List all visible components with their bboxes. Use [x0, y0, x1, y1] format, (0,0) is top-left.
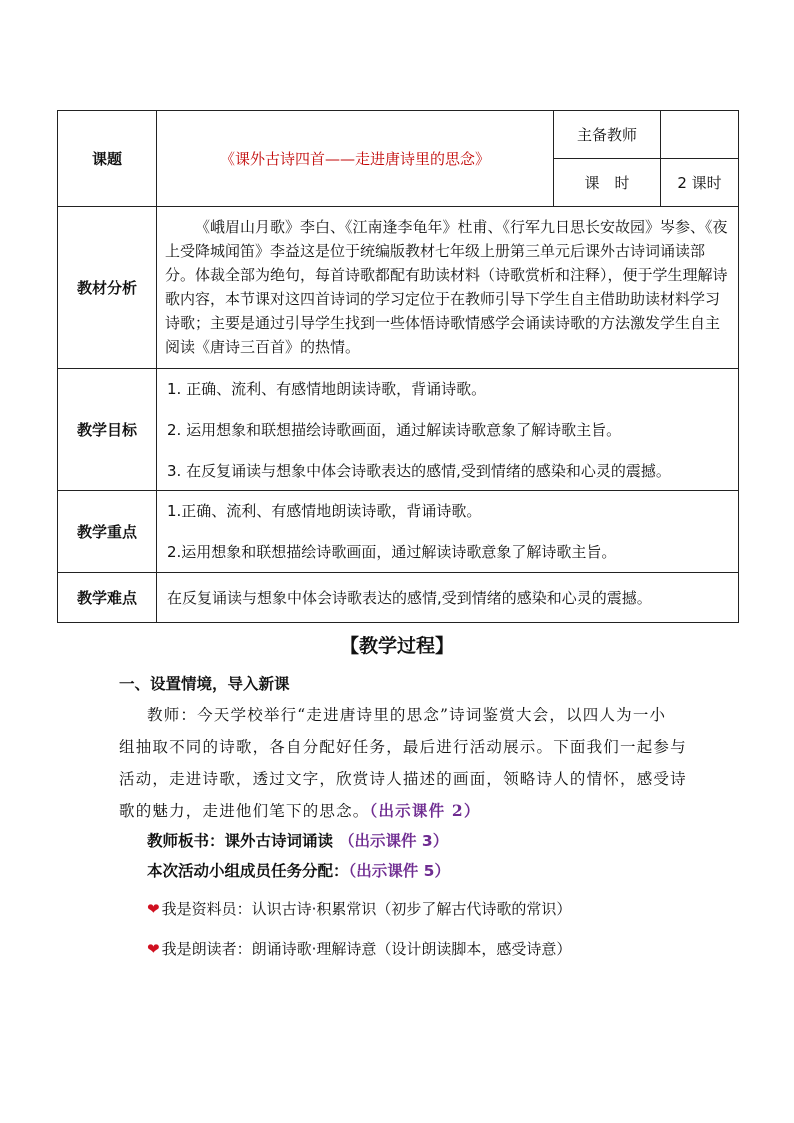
task-label: 本次活动小组成员任务分配： [147, 862, 349, 880]
role-item [147, 938, 571, 959]
material-label: 教材分析 [58, 207, 157, 369]
task-line [147, 859, 450, 881]
topic-label: 课题 [58, 111, 157, 207]
paragraph-text: 歌的魅力，走进他们笔下的思念。 [119, 802, 370, 820]
heart-icon: ❤ [147, 940, 160, 958]
role-item [147, 898, 571, 919]
board-label: 教师板书：课外古诗词诵读 [147, 832, 334, 850]
hours-value: 2 课时 [661, 159, 739, 207]
teacher-label: 主备教师 [554, 111, 661, 159]
teacher-value [661, 111, 739, 159]
material-text: 《峨眉山月歌》李白、《江南逢李龟年》杜甫、《行军九日思长安故园》岑参、《夜上受降城闻笛》李益这是位于统编版教材七年级上册第三单元后课外古诗词诵读部分。体裁全部为绝句，每首诗歌都配有助读材料（诗歌赏析和注释），便于学生理解诗歌内容，本节课对这四首诗词的学习定位于在教师引导下学生自主借助助读材料学习诗歌；主要是通过引导学生找到一些体悟诗歌情感学会诵读诗歌的方法激发学生自主阅读《唐诗三百首》的热情。 [165, 217, 728, 356]
key-item: 2.运用想象和联想描绘诗歌画面，通过解读诗歌意象了解诗歌主旨。 [167, 543, 617, 561]
slide-ref: （出示课件 2） [369, 801, 481, 820]
role-text: 我是朗读者：朗诵诗歌·理解诗意（设计朗读脚本，感受诗意） [161, 940, 572, 958]
role-text: 我是资料员：认识古诗·积累常识（初步了解古代诗歌的常识） [161, 900, 572, 918]
goal-item: 1. 正确、流利、有感情地朗读诗歌，背诵诗歌。 [167, 379, 487, 398]
goal-item: 3. 在反复诵读与想象中体会诗歌表达的感情,受到情绪的感染和心灵的震撼。 [167, 461, 671, 480]
paragraph-line-last [119, 799, 481, 821]
difficulty-text: 在反复诵读与想象中体会诗歌表达的感情,受到情绪的感染和心灵的震撼。 [157, 573, 739, 623]
hours-label: 课 时 [554, 159, 661, 207]
step-title: 一、设置情境，导入新课 [119, 675, 290, 693]
topic-title: 《课外古诗四首——走进唐诗里的思念》 [157, 111, 554, 207]
key-label: 教学重点 [58, 491, 157, 573]
board-line [147, 829, 448, 851]
process-heading: 【教学过程】 [339, 635, 454, 657]
slide-ref: （出示课件 3） [339, 832, 449, 850]
paragraph-line: 活动，走进诗歌，透过文字，欣赏诗人描述的画面，领略诗人的情怀，感受诗 [119, 770, 687, 788]
lesson-info-table [57, 110, 739, 623]
goals-cell [157, 369, 739, 491]
goals-label: 教学目标 [58, 369, 157, 491]
paragraph-line: 组抽取不同的诗歌，各自分配好任务，最后进行活动展示。下面我们一起参与 [119, 738, 687, 756]
goal-item: 2. 运用想象和联想描绘诗歌画面，通过解读诗歌意象了解诗歌主旨。 [167, 420, 622, 439]
key-item: 1.正确、流利、有感情地朗读诗歌，背诵诗歌。 [167, 502, 482, 520]
key-cell [157, 491, 739, 573]
heart-icon: ❤ [147, 900, 160, 918]
difficulty-label: 教学难点 [58, 573, 157, 623]
material-analysis [157, 207, 739, 369]
slide-ref: （出示课件 5） [348, 862, 450, 880]
paragraph-line: 教师：今天学校举行“走进唐诗里的思念”诗词鉴赏大会，以四人为一小 [147, 706, 667, 724]
